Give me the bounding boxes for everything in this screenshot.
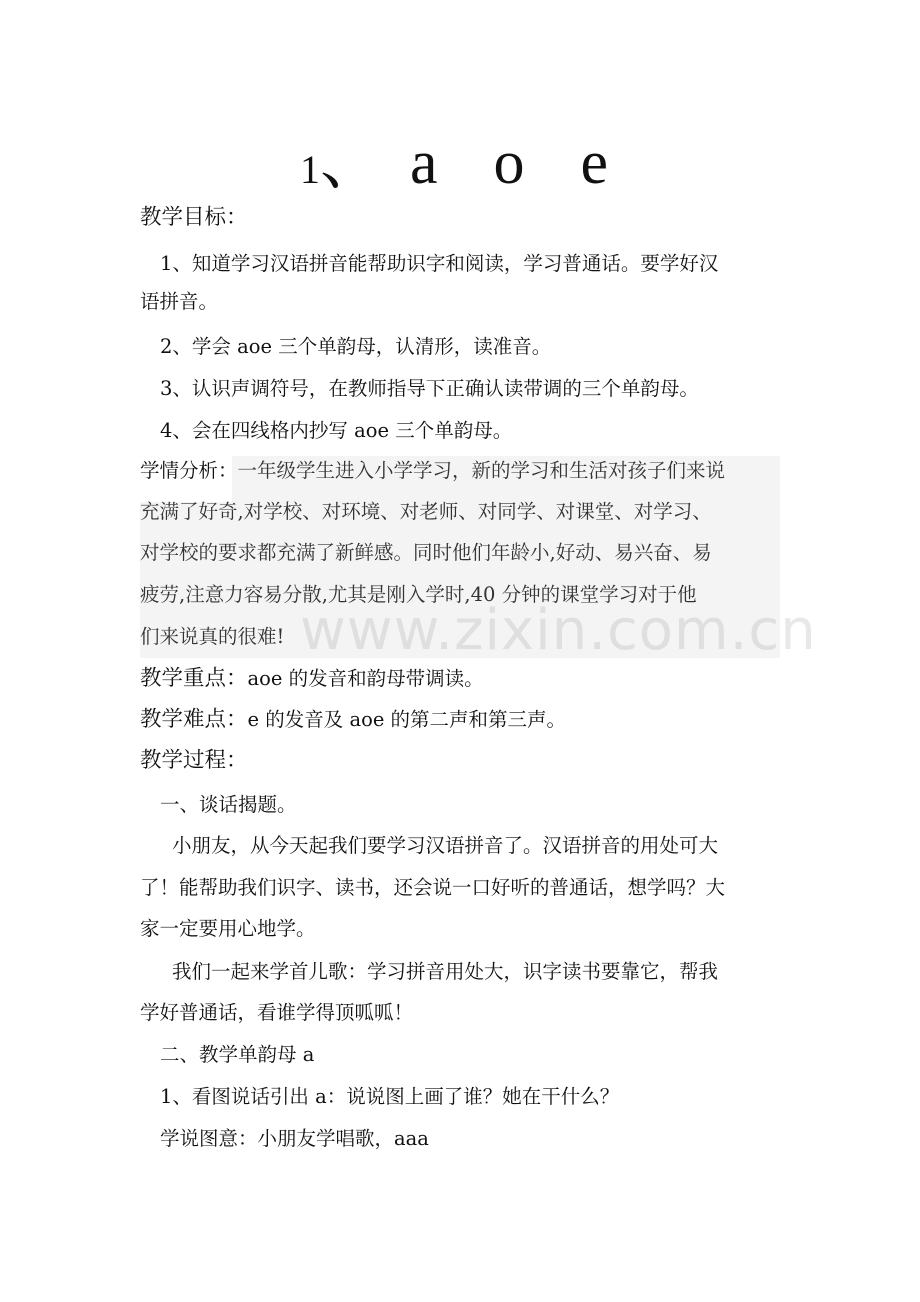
difficulty-label: 教学难点： — [140, 707, 248, 732]
process-section-1: 一、谈话揭题。 — [160, 793, 297, 816]
process-line-5: 学好普通话，看谁学得顶呱呱！ — [140, 1001, 414, 1024]
process-heading: 教学过程： — [140, 748, 248, 773]
difficulty-text: e 的发音及 aoe 的第二声和第三声。 — [247, 708, 567, 731]
key-point-label: 教学重点： — [140, 666, 248, 691]
analysis-line-2: 充满了好奇,对学校、对环境、对老师、对同学、对课堂、对学习、 — [140, 500, 712, 523]
objective-line-4: 4、会在四线格内抄写 aoe 三个单韵母。 — [160, 419, 513, 442]
analysis-line-3: 对学校的要求都充满了新鲜感。同时他们年龄小,好动、易兴奋、易 — [140, 541, 712, 564]
analysis-line-5: 们来说真的很难! — [140, 625, 285, 648]
lesson-title — [300, 118, 720, 208]
title-separator: 、 — [320, 129, 383, 197]
analysis-line-4: 疲劳,注意力容易分散,尤其是刚入学时,40 分钟的课堂学习对于他 — [140, 583, 697, 606]
process-line-2: 了！能帮助我们识字、读书，还会说一口好听的普通话，想学吗？大 — [140, 876, 726, 899]
process-line-4: 我们一起来学首儿歌：学习拼音用处大，识字读书要靠它，帮我 — [172, 960, 719, 983]
objective-line-1: 1、知道学习汉语拼音能帮助识字和阅读，学习普通话。要学好汉 — [160, 252, 719, 275]
analysis-label: 学情分析： — [140, 459, 238, 482]
watermark-text: www.zixin.com.cn — [300, 598, 817, 663]
objective-line-1-cont: 语拼音。 — [140, 290, 219, 313]
key-point-line — [140, 664, 790, 694]
analysis-text-1: 一年级学生进入小学学习，新的学习和生活对孩子们来说 — [237, 459, 726, 482]
process-line-1: 小朋友，从今天起我们要学习汉语拼音了。汉语拼音的用处可大 — [172, 834, 719, 857]
objectives-heading: 教学目标： — [140, 205, 248, 230]
process-section-2: 二、教学单韵母 a — [160, 1043, 315, 1066]
title-letter-o: o — [493, 129, 525, 197]
difficulty-line — [140, 705, 790, 735]
objective-line-2: 2、学会 aoe 三个单韵母，认清形，读准音。 — [160, 335, 552, 358]
process-line-3: 家一定要用心地学。 — [140, 917, 316, 940]
title-number: 1 — [300, 147, 320, 192]
objective-line-3: 3、认识声调符号，在教师指导下正确认读带调的三个单韵母。 — [160, 377, 699, 400]
key-point-text: aoe 的发音和韵母带调读。 — [247, 667, 484, 690]
process-line-7: 学说图意：小朋友学唱歌，aaa — [160, 1127, 429, 1150]
title-letter-a: a — [410, 129, 438, 197]
analysis-line-1 — [140, 456, 790, 486]
title-letter-e: e — [580, 129, 609, 197]
process-line-6: 1、看图说话引出 a：说说图上画了谁？她在干什么？ — [160, 1085, 620, 1108]
